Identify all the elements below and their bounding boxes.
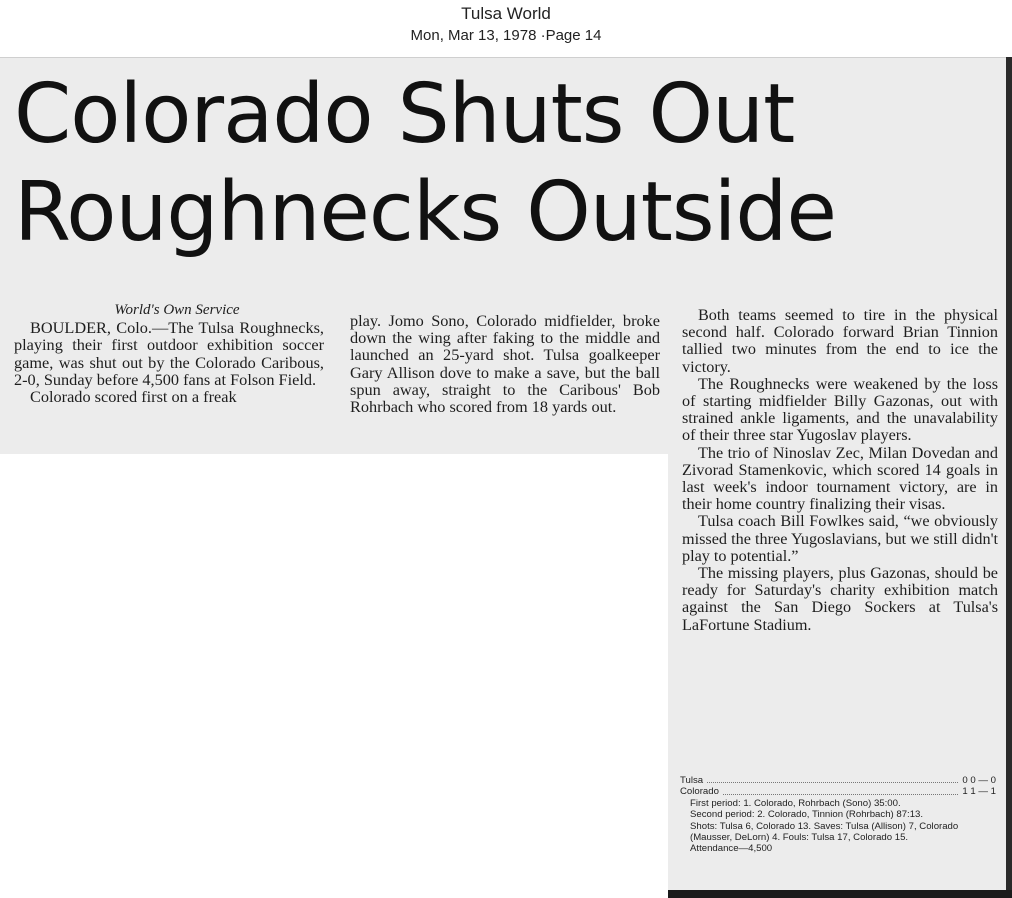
team-label: Tulsa bbox=[680, 775, 704, 786]
byline: World's Own Service bbox=[114, 302, 240, 318]
paragraph: Tulsa coach Bill Fowlkes said, “we obviously missed the three Yugoslavians, but we still didn't play to potential.” bbox=[682, 512, 998, 565]
score-row-colorado bbox=[680, 786, 996, 797]
team-label: Colorado bbox=[680, 786, 719, 798]
paragraph: The missing players, plus Gazonas, should be ready for Saturday's charity exhibition match against the San Diego Sockers at Tulsa's LaFortune Stadium. bbox=[682, 564, 998, 634]
attendance: Attendance—4,500 bbox=[690, 843, 773, 855]
game-stats: Shots: Tulsa 6, Colorado 13. Saves: Tulsa (Allison) 7, Colorado (Mausser, DeLorn) 4. Fouls: Tulsa 17, Colorado 15. bbox=[690, 820, 959, 844]
paragraph: play. Jomo Sono, Colorado midfielder, broke down the wing after faking to the middle and launched an 25-yard shot. Tulsa goalkeeper Gary Allison dove to make a save, but the ball spun away, straight to the Caribous' Bob Rohrbach who scored from 18 yards out. bbox=[350, 311, 660, 417]
leader-dots bbox=[723, 786, 958, 794]
headline-line-2: Roughnecks Outside bbox=[14, 165, 836, 260]
article-column-1 bbox=[14, 302, 324, 405]
paragraph: BOULDER, Colo.—The Tulsa Roughnecks, playing their first outdoor exhibition soccer game, was shut out by the Colorado Caribous, 2-0, Sunday before 4,500 fans at Folson Field. bbox=[14, 318, 324, 389]
clipping-bottom-edge bbox=[668, 890, 1012, 898]
score-row-tulsa bbox=[680, 775, 996, 786]
article-column-3 bbox=[682, 307, 998, 634]
paragraph: Both teams seemed to tire in the physical second half. Colorado forward Brian Tinnion tallied two minutes from the end to ice the victory. bbox=[682, 306, 998, 376]
scan-right-edge bbox=[1006, 57, 1012, 890]
publication-title: Tulsa World bbox=[461, 4, 551, 23]
paragraph: The Roughnecks were weakened by the loss of starting midfielder Billy Gazonas, out with strained ankle ligaments, and the unavalability of their three star Yugoslav players. bbox=[682, 374, 998, 445]
team-score: 1 1 — 1 bbox=[962, 786, 996, 798]
team-score: 0 0 — 0 bbox=[962, 775, 996, 786]
paragraph: The trio of Ninoslav Zec, Milan Dovedan and Zivorad Stamenkovic, which scored 14 goals in last week's indoor tournament victory, are in their home country finalizing their visas. bbox=[682, 443, 998, 514]
page-header bbox=[0, 0, 1012, 56]
paragraph: Colorado scored first on a freak bbox=[30, 387, 237, 407]
first-period-scoring: First period: 1. Colorado, Rohrbach (Sono) 35:00. bbox=[690, 797, 901, 809]
game-summary bbox=[680, 775, 996, 855]
date-page-line: Mon, Mar 13, 1978 ·Page 14 bbox=[410, 27, 602, 44]
leader-dots bbox=[707, 775, 958, 783]
article-column-2 bbox=[350, 312, 660, 415]
second-period-scoring: Second period: 2. Colorado, Tinnion (Rohrbach) 87:13. bbox=[690, 809, 924, 821]
headline-line-1: Colorado Shuts Out bbox=[14, 67, 795, 162]
article-headline bbox=[14, 66, 836, 262]
